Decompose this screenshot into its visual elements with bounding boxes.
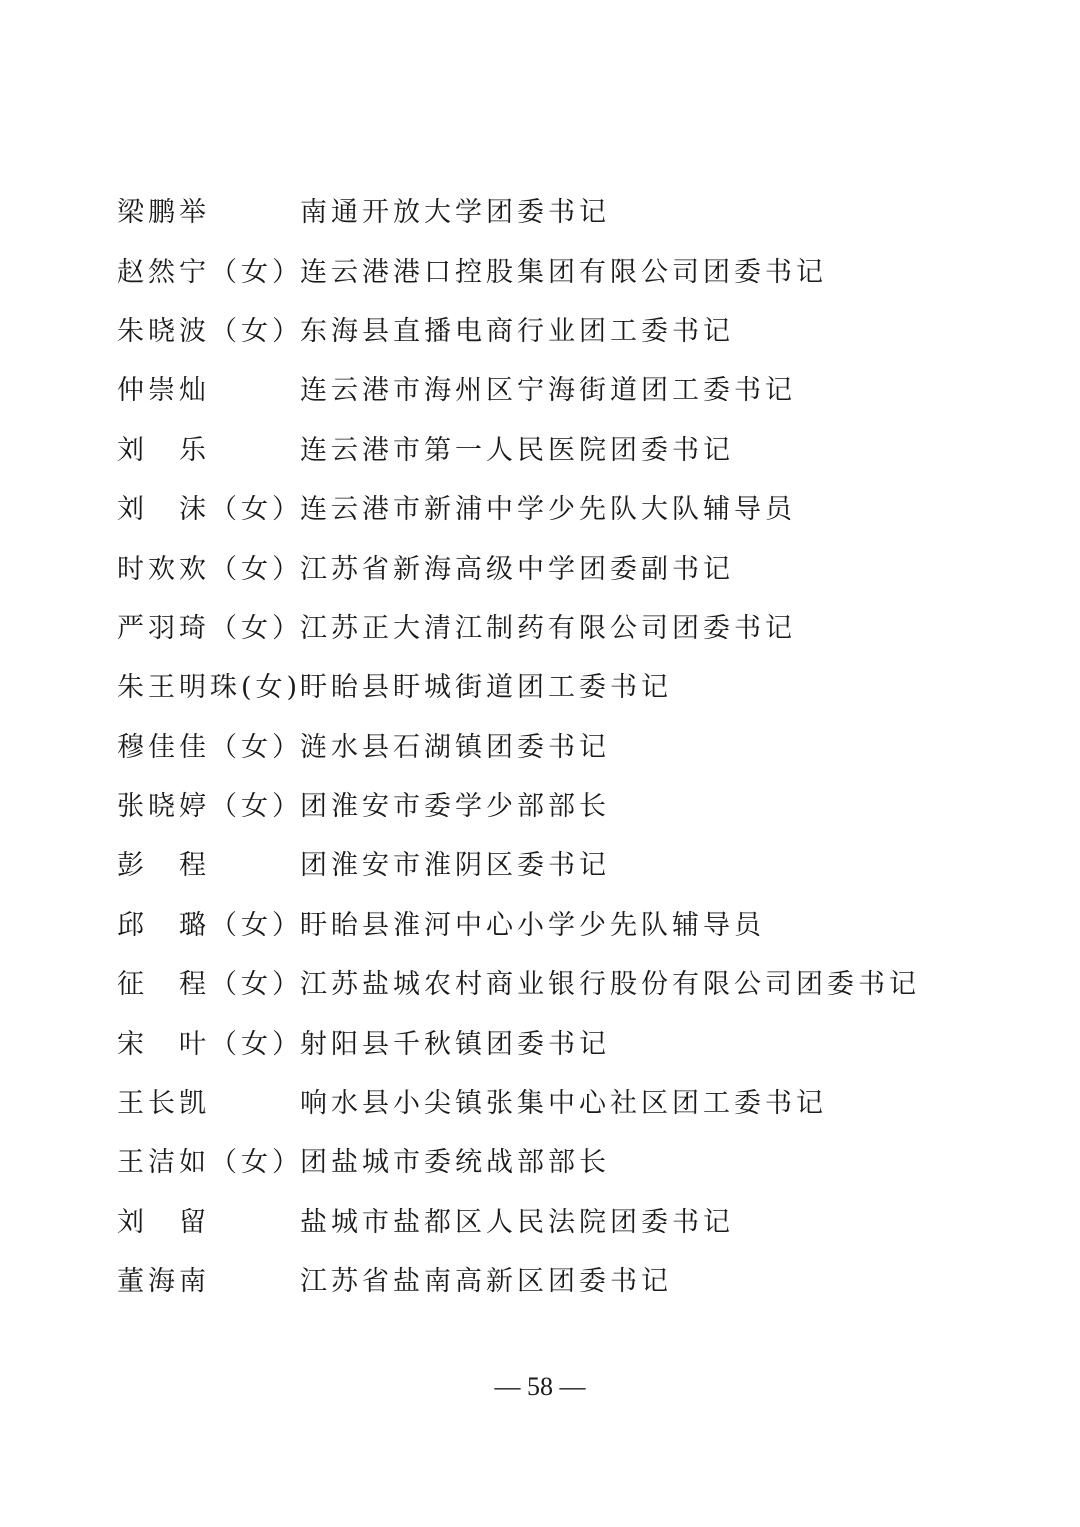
person-name: 时欢欢（女） <box>117 553 303 585</box>
person-name: 张晓婷（女） <box>117 791 303 823</box>
person-role: 连云港市新浦中学少先队大队辅导员 <box>300 494 796 526</box>
person-name: 朱王明珠(女) <box>117 672 302 704</box>
person-role: 东海县直播电商行业团工委书记 <box>300 315 734 347</box>
list-item <box>117 1071 977 1130</box>
list-item <box>117 1130 977 1189</box>
person-name: 宋 叶（女） <box>117 1028 303 1060</box>
person-role: 团淮安市淮阴区委书记 <box>300 850 610 882</box>
person-role: 盱眙县盱城街道团工委书记 <box>300 672 672 704</box>
person-role: 盱眙县淮河中心小学少先队辅导员 <box>300 909 765 941</box>
list-item <box>117 536 977 595</box>
person-name: 王洁如（女） <box>117 1147 303 1179</box>
person-name: 严羽琦（女） <box>117 612 303 644</box>
list-item <box>117 1249 977 1308</box>
person-role: 连云港市海州区宁海街道团工委书记 <box>300 375 796 407</box>
list-item <box>117 833 977 892</box>
person-role: 连云港市第一人民医院团委书记 <box>300 434 734 466</box>
person-name: 仲崇灿 <box>117 375 210 407</box>
person-name: 朱晓波（女） <box>117 315 303 347</box>
person-name: 刘 乐 <box>117 434 210 466</box>
person-role: 江苏正大清江制药有限公司团委书记 <box>300 612 796 644</box>
list-item <box>117 477 977 536</box>
person-role: 涟水县石湖镇团委书记 <box>300 731 610 763</box>
name-list <box>117 180 977 1308</box>
person-role: 团淮安市委学少部部长 <box>300 791 610 823</box>
person-role: 江苏省新海高级中学团委副书记 <box>300 553 734 585</box>
list-item <box>117 655 977 714</box>
person-role: 连云港港口控股集团有限公司团委书记 <box>300 256 827 288</box>
list-item <box>117 715 977 774</box>
list-item <box>117 774 977 833</box>
page-number: — 58 — <box>494 1372 586 1401</box>
person-name: 刘 留 <box>117 1206 210 1238</box>
list-item <box>117 893 977 952</box>
list-item <box>117 180 977 239</box>
person-name: 彭 程 <box>117 850 210 882</box>
list-item <box>117 239 977 298</box>
person-name: 梁鹏举 <box>117 197 210 229</box>
list-item <box>117 952 977 1011</box>
person-name: 邱 璐（女） <box>117 909 303 941</box>
person-name: 王长凯 <box>117 1088 210 1120</box>
person-role: 射阳县千秋镇团委书记 <box>300 1028 610 1060</box>
person-role: 响水县小尖镇张集中心社区团工委书记 <box>300 1088 827 1120</box>
list-item <box>117 1190 977 1249</box>
list-item <box>117 418 977 477</box>
person-name: 刘 沫（女） <box>117 494 303 526</box>
list-item <box>117 358 977 417</box>
person-name: 穆佳佳（女） <box>117 731 303 763</box>
person-name: 赵然宁（女） <box>117 256 303 288</box>
person-name: 征 程（女） <box>117 969 303 1001</box>
person-role: 江苏盐城农村商业银行股份有限公司团委书记 <box>300 969 920 1001</box>
person-name: 董海南 <box>117 1266 210 1298</box>
person-role: 团盐城市委统战部部长 <box>300 1147 610 1179</box>
person-role: 江苏省盐南高新区团委书记 <box>300 1266 672 1298</box>
list-item <box>117 596 977 655</box>
list-item <box>117 299 977 358</box>
list-item <box>117 1011 977 1070</box>
person-role: 盐城市盐都区人民法院团委书记 <box>300 1206 734 1238</box>
person-role: 南通开放大学团委书记 <box>300 197 610 229</box>
